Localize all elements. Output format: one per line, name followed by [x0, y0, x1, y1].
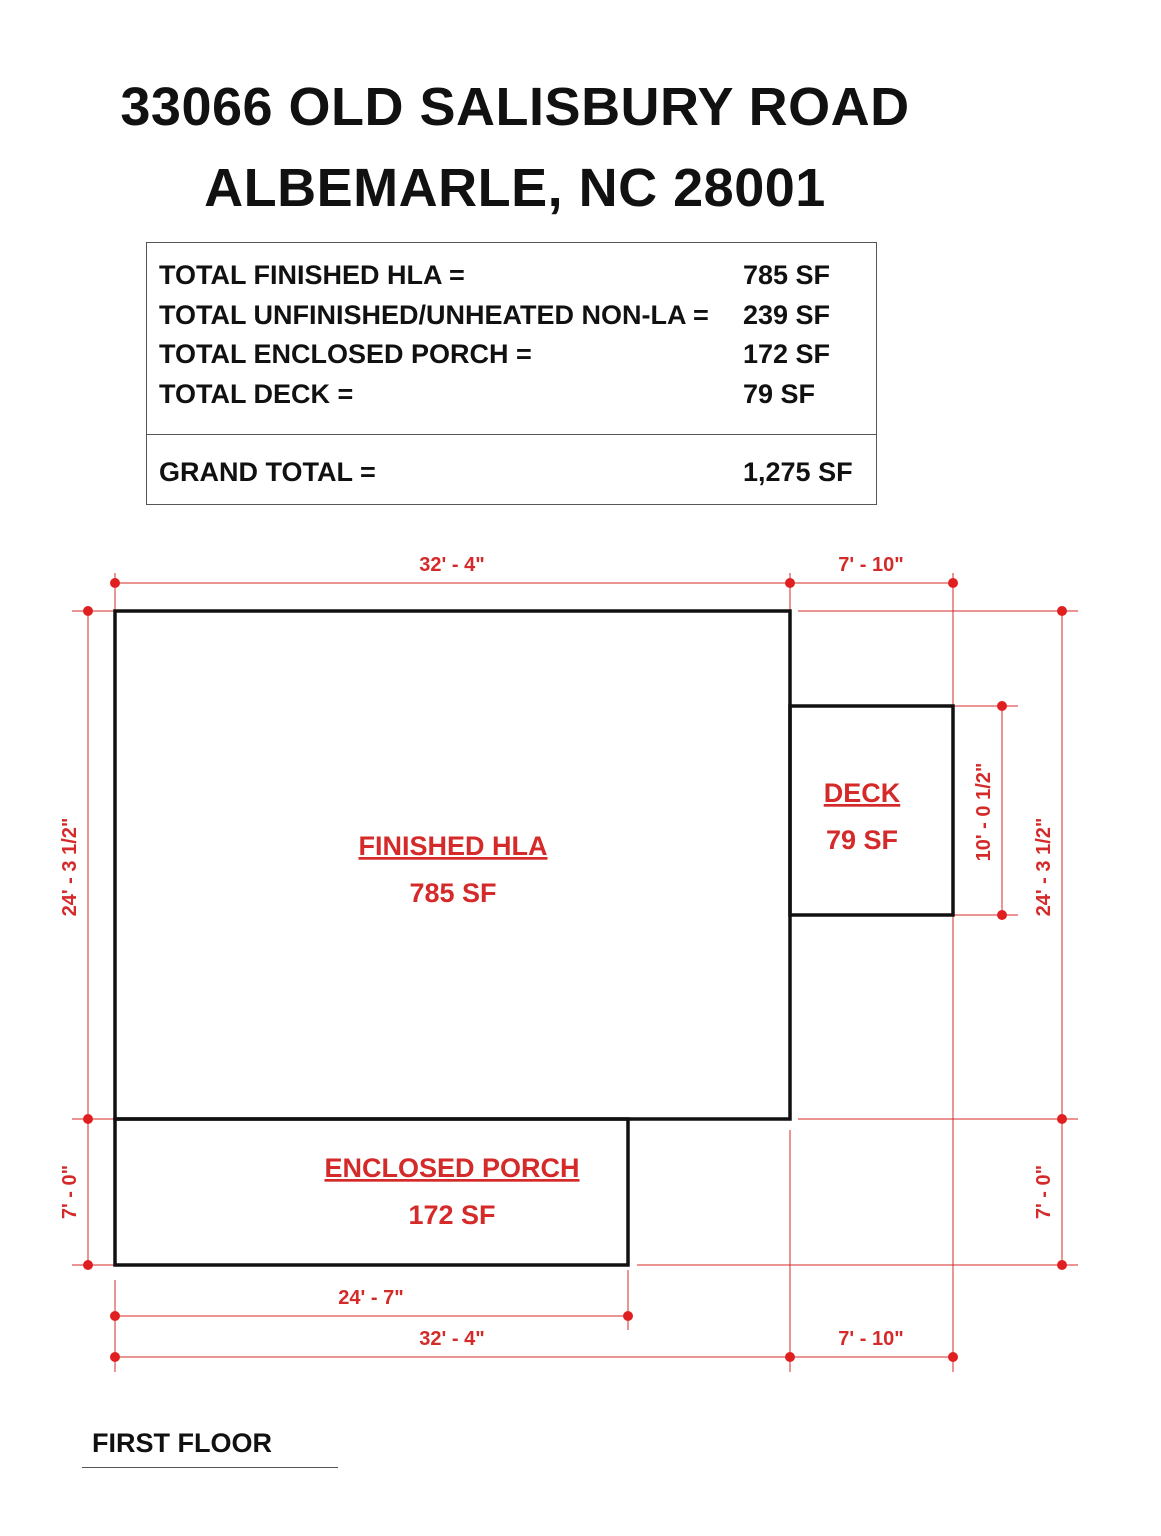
summary-label: TOTAL UNFINISHED/UNHEATED NON-LA = — [159, 300, 709, 330]
finished-hla-outline — [115, 611, 790, 1119]
address-line-1: 33066 OLD SALISBURY ROAD — [120, 77, 910, 137]
dim-bottom-main: 32' - 4" — [419, 1328, 485, 1350]
summary-label: TOTAL FINISHED HLA = — [159, 260, 465, 290]
dimension-lines — [72, 573, 1078, 1372]
deck-outline — [790, 706, 953, 915]
enclosed-porch-area: 172 SF — [408, 1200, 496, 1230]
dim-left-upper: 24' - 3 1/2" — [59, 817, 81, 917]
dim-porch-width: 24' - 7" — [338, 1287, 404, 1309]
dimension-markers — [83, 578, 1067, 1362]
summary-label: TOTAL ENCLOSED PORCH = — [159, 339, 532, 369]
summary-label: TOTAL DECK = — [159, 379, 354, 409]
deck-area: 79 SF — [825, 825, 899, 855]
finished-hla-label: FINISHED HLA — [358, 831, 548, 861]
grand-total-value: 1,275 SF — [743, 457, 853, 487]
grand-total-label: GRAND TOTAL = — [159, 457, 376, 487]
dim-deck-height: 10' - 0 1/2" — [973, 762, 995, 862]
deck-label: DECK — [823, 778, 901, 808]
finished-hla-area: 785 SF — [409, 878, 497, 908]
address-line-2: ALBEMARLE, NC 28001 — [204, 158, 826, 218]
floor-label-underline — [82, 1467, 338, 1468]
summary-value: 785 SF — [743, 260, 831, 290]
dim-top-main: 32' - 4" — [419, 554, 485, 576]
enclosed-porch-outline — [115, 1119, 628, 1265]
summary-value: 239 SF — [743, 300, 831, 330]
floor-label: FIRST FLOOR — [92, 1428, 272, 1458]
dim-left-lower: 7' - 0" — [59, 1164, 81, 1220]
dim-right-upper: 24' - 3 1/2" — [1033, 817, 1055, 917]
dim-top-right: 7' - 10" — [838, 554, 904, 576]
summary-value: 79 SF — [743, 379, 816, 409]
summary-value: 172 SF — [743, 339, 831, 369]
enclosed-porch-label: ENCLOSED PORCH — [324, 1153, 580, 1183]
dim-right-lower: 7' - 0" — [1033, 1164, 1055, 1220]
dim-bottom-right: 7' - 10" — [838, 1328, 904, 1350]
